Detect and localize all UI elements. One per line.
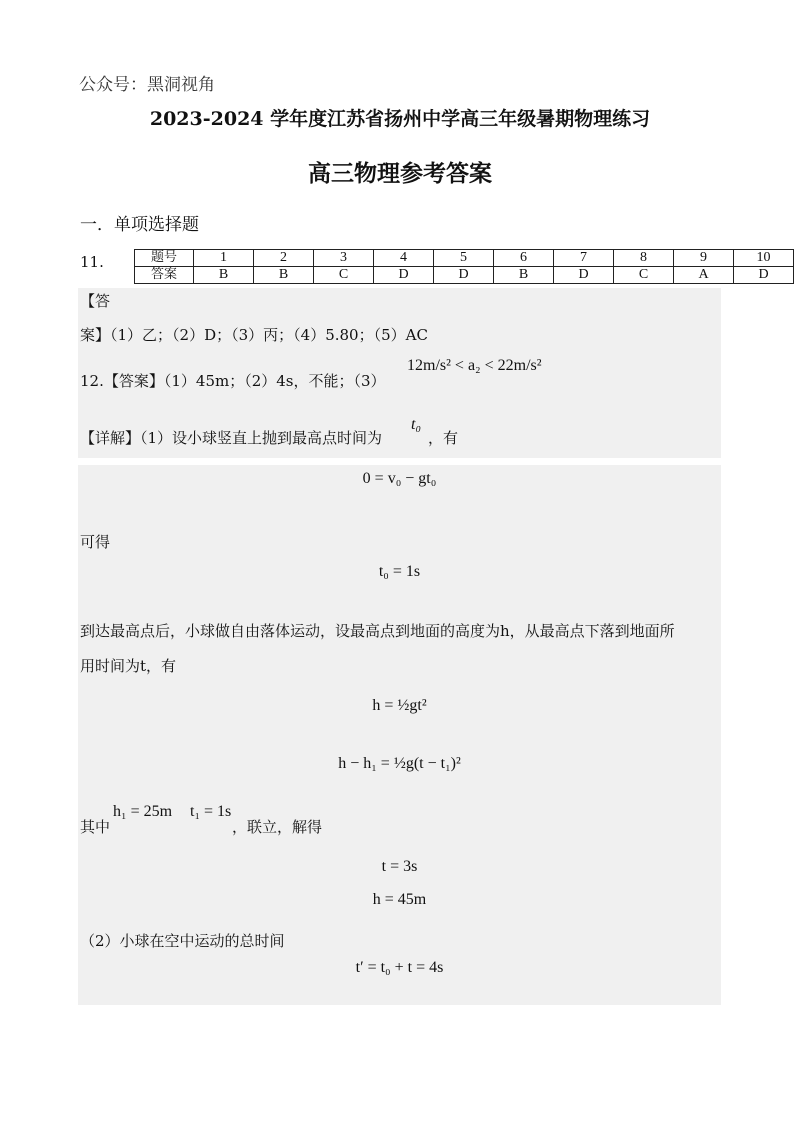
section-heading: 一．单项选择题 — [80, 215, 199, 235]
table-cell: B — [194, 267, 254, 284]
table-cell: B — [254, 267, 314, 284]
table-cell: 10 — [734, 250, 794, 267]
keyi-text: 可得 — [80, 533, 111, 551]
table-cell: D — [734, 267, 794, 284]
table-cell: 2 — [254, 250, 314, 267]
table-cell: C — [314, 267, 374, 284]
table-cell: A — [674, 267, 734, 284]
equation-6: h = 45m — [372, 891, 427, 908]
table-cell: 5 — [434, 250, 494, 267]
q12-detail-end: ，有 — [428, 429, 459, 447]
table-header-number: 题号 — [135, 250, 194, 267]
table-cell: 6 — [494, 250, 554, 267]
equation-2: t₀ = 1s — [378, 563, 421, 580]
table-row — [135, 267, 794, 284]
table-cell: D — [374, 267, 434, 284]
table-cell: 4 — [374, 250, 434, 267]
q11-answer-text: 案】（1）乙；（2）D；（3）丙；（4）5.80；（5）AC — [80, 326, 428, 344]
paragraph-line-1: 到达最高点后，小球做自由落体运动，设最高点到地面的高度为h，从最高点下落到地面所 — [80, 622, 675, 640]
document-subtitle: 高三物理参考答案 — [308, 160, 492, 187]
q12-detail-intro: 【详解】（1）设小球竖直上抛到最高点时间为 — [80, 429, 383, 447]
table-cell: B — [494, 267, 554, 284]
table-cell: 9 — [674, 250, 734, 267]
table-header-answer: 答案 — [135, 267, 194, 284]
q12-detail-var: t₀ — [411, 416, 422, 433]
document-title: 2023-2024 学年度江苏省扬州中学高三年级暑期物理练习 — [149, 108, 651, 130]
q12-range: 12m/s² < a₂ < 22m/s² — [407, 357, 542, 374]
table-cell: 1 — [194, 250, 254, 267]
table-cell: C — [614, 267, 674, 284]
table-cell: 8 — [614, 250, 674, 267]
equation-7: t′ = t₀ + t = 4s — [355, 959, 444, 976]
table-cell: D — [554, 267, 614, 284]
lianli-text: ，联立，解得 — [232, 818, 323, 836]
h1-value: h₁ = 25m — [113, 803, 173, 820]
answer-table — [134, 249, 794, 284]
q11-answer-label: 【答 — [80, 292, 111, 310]
table-cell: D — [434, 267, 494, 284]
watermark: 公众号：黑洞视角 — [79, 75, 215, 95]
table-cell: 7 — [554, 250, 614, 267]
equation-1: 0 = v₀ − gt₀ — [362, 470, 437, 487]
equation-5: t = 3s — [381, 858, 418, 875]
q11-number: 11. — [80, 253, 104, 271]
table-cell: 3 — [314, 250, 374, 267]
table-row — [135, 250, 794, 267]
equation-4: h − h₁ = ½g(t − t₁)² — [338, 755, 461, 772]
q12-header: 12.【答案】（1）45m；（2）4s，不能；（3） — [80, 372, 386, 390]
equation-3: h = ½gt² — [372, 697, 427, 714]
t1-value: t₁ = 1s — [190, 803, 232, 820]
part2-text: （2）小球在空中运动的总时间 — [80, 932, 285, 950]
answer-shade-bottom — [78, 465, 721, 1005]
qizhong-text: 其中 — [80, 818, 111, 836]
paragraph-line-2: 用时间为t，有 — [80, 657, 177, 675]
